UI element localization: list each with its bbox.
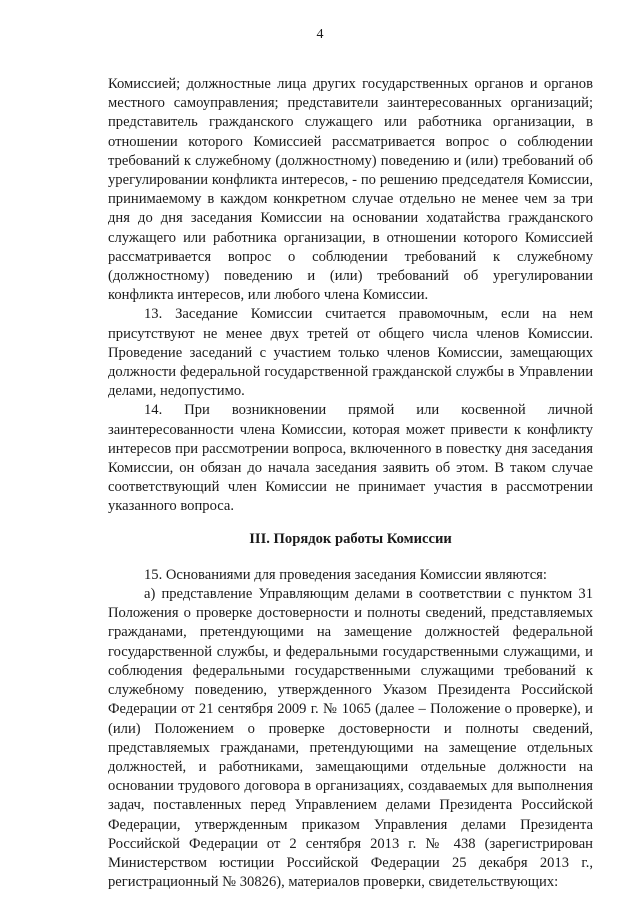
- paragraph-13: 13. Заседание Комиссии считается правомочным, если на нем присутствуют не менее двух третей от общего числа членов Комиссии. Проведение заседаний с участием только членов Комиссии, замещающих должности федеральной государственной гражданской службы в Управлении делами, недопустимо.: [108, 306, 593, 400]
- page-number: 4: [316, 27, 324, 42]
- paragraph-15: 15. Основаниями для проведения заседания Комиссии являются:: [144, 566, 547, 583]
- section-heading: III. Порядок работы Комиссии: [249, 530, 452, 547]
- paragraph-15a: а) представление Управляющим делами в соответствии с пунктом 31 Положения о проверке достоверности и полноты сведений, представляемых гражданами, претендующими на замещение должностей федеральной государственной службы, и федеральными государственными служащими, и соблюдения федеральными государственными служащими требований к служебному поведению, утвержденного Указом Президента Российской Федерации от 21 сентября 2009 г. № 1065 (далее – Положение о проверке), и (или) Положением о проверке достоверности и полноты сведений, представляемых гражданами, претендующими на замещение отдельных должностей, и работниками, замещающими отдельные должности на основании трудового договора в организациях, создаваемых для выполнения задач, поставленных перед Управлением делами Президента Российской Федерации, утвержденным приказом Управления делами Президента Российской Федерации от 2 сентября 2013 г. № 438 (зарегистрирован Министерством юстиции Российской Федерации 25 декабря 2013 г., регистрационный № 30826), материалов проверки, свидетельствующих:: [108, 586, 593, 891]
- paragraph-14: 14. При возникновении прямой или косвенной личной заинтересованности члена Комиссии, которая может привести к конфликту интересов при рассмотрении вопроса, включенного в повестку дня заседания Комиссии, он обязан до начала заседания заявить об этом. В таком случае соответствующий член Комиссии не принимает участия в рассмотрении указанного вопроса.: [108, 402, 593, 515]
- paragraph-continuation: Комиссией; должностные лица других государственных органов и органов местного самоуправления; представители заинтересованных организаций; представитель гражданского служащего или работника организации, в отношении которого Комиссией рассматривается вопрос о соблюдении требований к служебному (должностному) поведению и (или) требований об урегулировании конфликта интересов, - по решению председателя Комиссии, принимаемому в каждом конкретном случае отдельно не менее чем за три дня до дня заседания Комиссии на основании ходатайства гражданского служащего или работника организации, в отношении которого Комиссией рассматривается вопрос о соблюдении требований к служебному (должностному) поведению и (или) требований об урегулировании конфликта интересов, или любого члена Комиссии.: [108, 76, 593, 304]
- document-body: [108, 75, 593, 892]
